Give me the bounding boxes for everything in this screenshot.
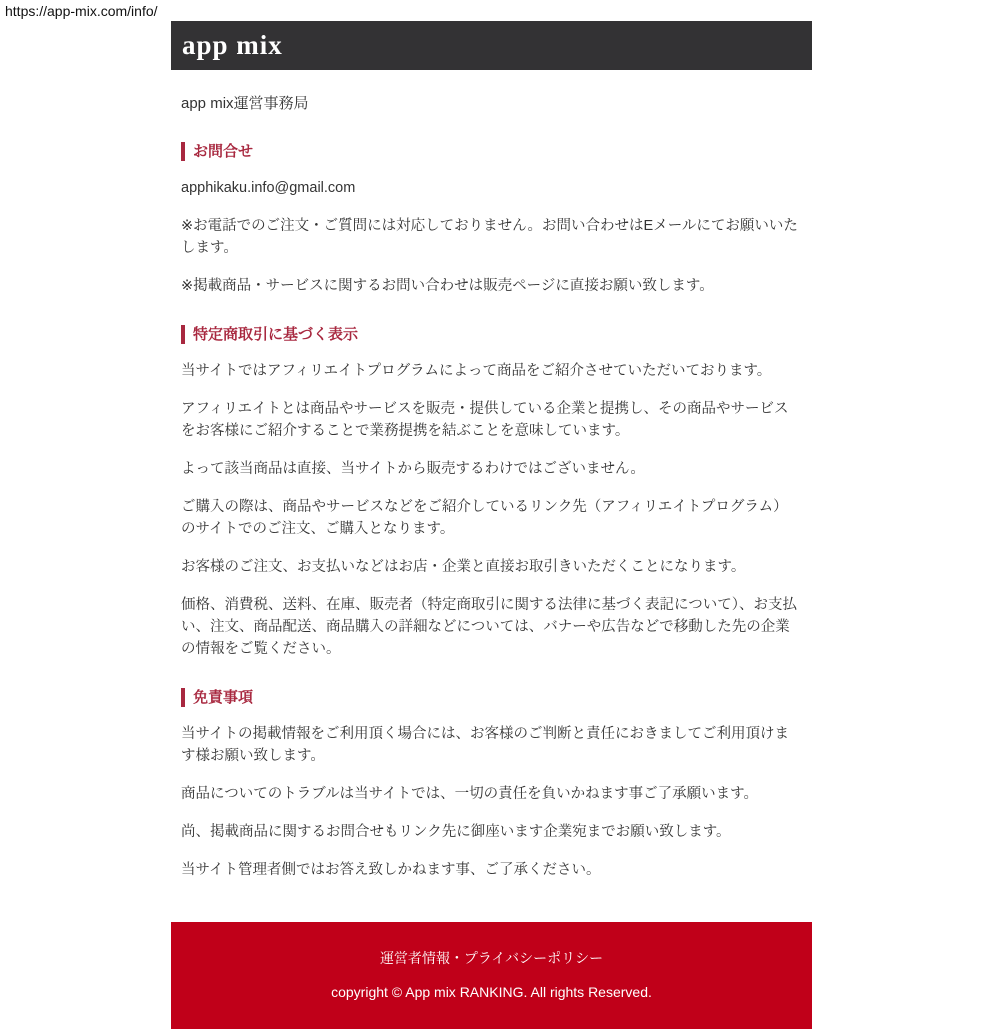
contact-heading: お問合せ [181, 142, 802, 161]
section-contact [181, 142, 802, 297]
tokutei-paragraph: ご購入の際は、商品やサービスなどをご紹介しているリンク先（アフィリエイトプログラム）のサイトでのご注文、ご購入となります。 [181, 499, 788, 537]
contact-note: ※お電話でのご注文・ご質問には対応しておりません。お問い合わせはEメールにてお願いいたします。 [181, 218, 798, 256]
content-column [171, 21, 812, 1029]
tokutei-paragraph: 当サイトではアフィリエイトプログラムによって商品をご紹介させていただいております。 [181, 363, 772, 379]
tokutei-heading: 特定商取引に基づく表示 [181, 325, 802, 344]
disclaimer-heading: 免責事項 [181, 688, 802, 707]
tokutei-paragraph: お客様のご注文、お支払いなどはお店・企業と直接お取引きいただくことになります。 [181, 559, 746, 575]
contact-email: apphikaku.info@gmail.com [181, 180, 356, 196]
operator-name: app mix運営事務局 [181, 95, 309, 112]
footer-copyright: copyright © App mix RANKING. All rights Reserved. [331, 984, 652, 1000]
tokutei-paragraph: 価格、消費税、送料、在庫、販売者（特定商取引に関する法律に基づく表記について）、お支払い、注文、商品配送、商品購入の詳細などについては、バナーや広告などで移動した先の企業の情報をご覧ください。 [181, 597, 797, 657]
page-url: https://app-mix.com/info/ [5, 3, 158, 19]
site-logo[interactable]: app mix [182, 30, 283, 60]
tokutei-paragraph: よって該当商品は直接、当サイトから販売するわけではございません。 [181, 461, 645, 477]
disclaimer-paragraph: 商品についてのトラブルは当サイトでは、一切の責任を負いかねます事ご了承願います。 [181, 786, 758, 802]
contact-note: ※掲載商品・サービスに関するお問い合わせは販売ページに直接お願い致します。 [181, 278, 714, 294]
main-content [171, 94, 812, 881]
section-disclaimer [181, 688, 802, 881]
disclaimer-paragraph: 尚、掲載商品に関するお問合せもリンク先に御座います企業宛までお願い致します。 [181, 824, 731, 840]
site-header [171, 21, 812, 70]
disclaimer-paragraph: 当サイト管理者側ではお答え致しかねます事、ご了承ください。 [181, 862, 601, 878]
tokutei-paragraph: アフィリエイトとは商品やサービスを販売・提供している企業と提携し、その商品やサービスをお客様にご紹介することで業務提携を結ぶことを意味しています。 [181, 401, 789, 439]
section-tokutei [181, 325, 802, 660]
disclaimer-paragraph: 当サイトの掲載情報をご利用頂く場合には、お客様のご判断と責任におきましてご利用頂けます様お願い致します。 [181, 726, 789, 764]
footer-privacy-policy-link[interactable]: 運営者情報・プライバシーポリシー [379, 950, 604, 966]
